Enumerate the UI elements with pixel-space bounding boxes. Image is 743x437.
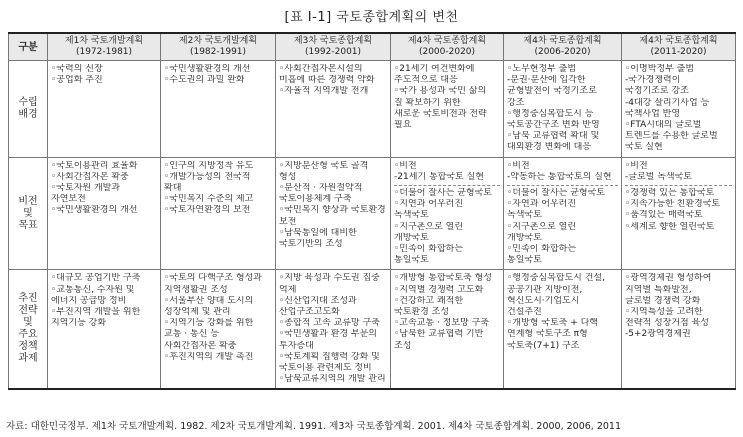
category-text: 및 xyxy=(23,317,33,329)
cell-text-line: 국정기조로 강조 xyxy=(625,86,689,97)
cell-text-line: ◦자연과 어우러진 xyxy=(507,199,577,210)
cell-text-line: ◦국토계획 집행력 강화 및 xyxy=(279,351,380,362)
cell-text-line: ◦국민생활환경의 개선 xyxy=(51,205,138,216)
row-vision-goals xyxy=(9,157,736,270)
cell-text-line: ◦이명박정부 출범 xyxy=(625,64,695,74)
cell-text-line: 국토환경 조성 xyxy=(394,307,450,318)
cell-text-line: ◦사회간접자본시설의 xyxy=(279,64,363,74)
table-cell xyxy=(276,270,391,390)
cell-text-line: ◦민족이 화합하는 xyxy=(507,244,577,255)
cell-text-line: 필요 xyxy=(394,120,412,131)
header-line: 제4차 국토종합계획 xyxy=(639,36,718,46)
cell-text-line: 에너지 공급망 정비 xyxy=(51,295,127,306)
cell-text-line: ◦품격있는 매력국토 xyxy=(625,210,703,221)
header-line: (1982-1991) xyxy=(189,47,247,57)
cell-text-line: ◦종합적 고속 교류망 구축 xyxy=(279,318,380,329)
header-cell-plan-1 xyxy=(48,33,161,61)
cell-text-line: ◦대규모 공업기반 구축 xyxy=(51,273,141,284)
cell-text-line: ◦국토자원 개발과 xyxy=(51,183,121,194)
cell-text-line: ◦세계로 향한 열린국토 xyxy=(625,221,715,232)
table-cell xyxy=(391,157,504,270)
cell-text-line: ◦광역경제권 형성하여 xyxy=(625,273,712,284)
cell-text-line: 전략적 성장거점 육성 xyxy=(625,318,709,329)
header-cell-plan-4-2006 xyxy=(504,33,622,61)
cell-text-line: ◦지속가능한 친환경국토 xyxy=(625,199,721,210)
cell-text-line: ◦후진지역의 개발 촉진 xyxy=(164,351,254,362)
cell-text-line: ◦남북한 교류협력 기반 xyxy=(394,329,484,340)
cell-text-line: -국가경쟁력이 xyxy=(625,75,681,86)
cell-text-line: 통일국토 xyxy=(394,255,429,266)
header-line: (1992-2001) xyxy=(304,47,362,57)
header-cell-plan-4-2011 xyxy=(622,33,736,61)
cell-text-line: 국토 실현 xyxy=(625,142,663,153)
category-text: 목표 xyxy=(18,219,38,231)
row-category-cell xyxy=(9,270,48,390)
header-line: (2006-2020) xyxy=(534,47,591,57)
cell-text-line: ◦경쟁력 있는 통합국토 xyxy=(625,188,715,199)
category-text: 추진 xyxy=(18,293,38,305)
cell-text-line: ◦국민복지 수준의 제고 xyxy=(164,194,254,205)
cell-text-line: 산업구조고도화 xyxy=(279,307,340,318)
cell-text-line: 국책사업 반영 xyxy=(625,108,681,119)
header-line: 제4차 국토종합계획 xyxy=(407,36,487,46)
cell-text-line: 투자증대 xyxy=(279,340,314,351)
cell-text-line: ◦지역기능 강화를 위한 xyxy=(164,318,254,329)
plan-history-table xyxy=(8,32,736,390)
cell-text-line: 성장억제 및 관리 xyxy=(164,307,231,318)
cell-text-line: ◦신산업지대 조성과 xyxy=(279,295,357,306)
cell-text-line: ◦지구촌으로 열린 xyxy=(507,221,577,232)
cell-text-line: ◦지방 육성과 수도권 집중 xyxy=(279,273,380,284)
row-strategy-policy xyxy=(9,270,736,390)
table-cell xyxy=(391,270,504,390)
table-cell xyxy=(276,157,391,270)
table-cell xyxy=(276,61,391,158)
table-cell xyxy=(48,157,161,270)
header-line: (2011-2020) xyxy=(650,47,707,57)
cell-text-line: 조성 xyxy=(394,340,412,351)
table-cell xyxy=(391,61,504,158)
cell-text-line: 지역기능 강화 xyxy=(51,318,107,329)
row-category-cell xyxy=(9,61,48,158)
category-text: 주요 xyxy=(18,329,38,341)
cell-text-line: 지역별 특화발전, xyxy=(625,284,692,295)
header-line: 제4차 국토종합계획 xyxy=(523,36,602,46)
cell-text-line: 녹색국토 xyxy=(507,210,542,221)
header-cell-plan-2 xyxy=(161,33,276,61)
cell-text-line: ◦국민생활환경의 개선 xyxy=(164,64,251,74)
table-cell xyxy=(504,270,622,390)
table-cell xyxy=(622,61,736,158)
cell-text-line: ◦공업화 추진 xyxy=(51,75,103,86)
cell-text-line: 교통 · 통신 등 xyxy=(164,329,219,340)
cell-text-line: 자연보전 xyxy=(51,194,86,205)
category-text: 전략 xyxy=(18,305,38,317)
cell-divider xyxy=(394,185,500,186)
cell-text-line: -약동하는 통합국토의 실현 xyxy=(507,171,612,182)
cell-text-line: ◦남북 교류협력 확대 및 xyxy=(507,131,600,142)
header-line: (2000-2020) xyxy=(418,47,476,57)
cell-text-line: 균형발전이 국정기조로 xyxy=(507,86,597,97)
cell-text-line: ◦국민복지 향상과 국토환경 xyxy=(279,205,386,216)
header-line: 제3차 국토종합계획 xyxy=(293,36,373,46)
category-text: 및 xyxy=(23,207,33,219)
cell-text-line: 트렌드를 수용한 글로벌 xyxy=(625,131,718,142)
cell-text-line: ◦국력의 신장 xyxy=(51,64,103,74)
cell-text-line: ◦비전 xyxy=(394,160,417,171)
cell-text-line: 보전 xyxy=(279,216,297,227)
cell-text-line: 국토공간구조 변화 반영 xyxy=(507,120,600,131)
cell-text-line: ◦비전 xyxy=(507,160,530,171)
cell-text-line: ◦분산적 · 자원절약적 xyxy=(279,183,363,194)
category-text: 과제 xyxy=(18,353,38,365)
cell-text-line: ◦사회간접자본 확충 xyxy=(51,171,129,182)
cell-text-line: 국토기반의 조성 xyxy=(279,239,343,250)
cell-text-line: ◦국가 용성과 국민 삶의 xyxy=(394,86,487,97)
category-text: 수립 xyxy=(18,96,38,108)
cell-text-line: 건설추진 xyxy=(507,307,542,318)
table-cell xyxy=(161,61,276,158)
cell-text-line: ◦인구의 지방정착 유도 xyxy=(164,160,254,171)
cell-text-line: -분권·분산에 입각한 xyxy=(507,75,586,86)
header-line: 구분 xyxy=(18,41,38,53)
header-cell-plan-4-2000 xyxy=(391,33,504,61)
cell-text-line: ◦개방형 통합국토축 형성 xyxy=(394,273,492,284)
cell-text-line: ◦고속교통 · 정보망 구축 xyxy=(394,318,489,329)
category-text: 비전 xyxy=(18,195,38,207)
cell-text-line: ◦민족이 화합하는 xyxy=(394,244,464,255)
cell-text-line: 글로벌 경쟁력 강화 xyxy=(625,295,701,306)
cell-text-line: 통일국토 xyxy=(507,255,542,266)
table-cell xyxy=(161,270,276,390)
cell-text-line: 강조 xyxy=(507,97,525,108)
table-title: [표 Ⅰ-1] 국토종합계획의 변천 xyxy=(284,10,459,25)
cell-text-line: 연계형 국토구조 π형 xyxy=(507,329,588,340)
header-line: 제2차 국토개발계획 xyxy=(178,36,258,46)
cell-text-line: ◦개발가능성의 전국적 xyxy=(164,171,251,182)
cell-text-line: 국토축(7+1) 구조 xyxy=(507,340,580,351)
cell-text-line: ◦교통통신, 수자원 및 xyxy=(51,284,135,295)
cell-text-line: ◦국토의 다핵구조 형성과 xyxy=(164,273,262,284)
cell-text-line: -21세기 통합국토 실현 xyxy=(394,171,484,182)
cell-text-line: 확대 xyxy=(164,183,182,194)
cell-text-line: 개방국토 xyxy=(394,232,429,243)
cell-text-line: ◦FTA시대의 글로벌 xyxy=(625,120,702,131)
cell-text-line: ◦행정중심복합도시 건설, xyxy=(507,273,605,284)
source-note: 자료: 대한민국정부. 제1차 국토개발계획. 1982. 제2차 국토개발계획. 1991. 제3차 국토종합계획. 2001. 제4차 국토종합계획. 2000, 2006, 2011 xyxy=(6,421,622,432)
row-background xyxy=(9,61,736,158)
cell-text-line: 미흡에 따른 경쟁력 약화 xyxy=(279,75,375,86)
cell-text-line: 새로운 국토비전과 전략 xyxy=(394,108,487,119)
cell-text-line: ◦국민생활과 환경 부문의 xyxy=(279,329,377,340)
cell-text-line: 지역생활권 조성 xyxy=(164,284,228,295)
table-cell xyxy=(48,61,161,158)
cell-text-line: ◦더불어 잘사는 균형국토 xyxy=(394,188,492,199)
cell-text-line: ◦비전 xyxy=(625,160,648,171)
category-text: 배경 xyxy=(18,108,38,120)
header-row xyxy=(9,33,736,61)
table-cell xyxy=(48,270,161,390)
cell-text-line: ◦21세기 여건변화에 xyxy=(394,64,475,74)
header-cell-category xyxy=(9,33,48,61)
cell-text-line: 형성 xyxy=(279,171,297,182)
cell-divider xyxy=(625,185,732,186)
cell-text-line: 국토이용체계 구축 xyxy=(279,194,352,205)
cell-text-line: 혁신도시·기업도시 xyxy=(507,295,580,306)
cell-text-line: ◦노무현정부 출범 xyxy=(507,64,577,74)
cell-text-line: 사회간접자본 확충 xyxy=(164,340,237,351)
row-category-cell xyxy=(9,157,48,270)
cell-text-line: ◦국토이용관리 효율화 xyxy=(51,160,138,171)
cell-text-line: ◦서울부산 양대 도시의 xyxy=(164,295,254,306)
cell-text-line: 국토이용 관련제도 정비 xyxy=(279,363,372,374)
cell-text-line: 공공기관 지방이전, xyxy=(507,284,583,295)
table-cell xyxy=(622,270,736,390)
cell-text-line: ◦건강하고 쾌적한 xyxy=(394,295,464,306)
cell-text-line: ◦더불어 잘사는 균형국토 xyxy=(507,188,605,199)
header-cell-plan-3 xyxy=(276,33,391,61)
cell-text-line: ◦개방형 국토축 + 다핵 xyxy=(507,318,598,329)
cell-text-line: 개방국토 xyxy=(507,232,542,243)
table-cell xyxy=(161,157,276,270)
cell-text-line: -글로벌 녹색국토 xyxy=(625,171,692,182)
cell-text-line: ◦지구촌으로 열린 xyxy=(394,221,464,232)
cell-text-line: -4대강 살리기사업 등 xyxy=(625,97,710,108)
cell-text-line: 주도적으로 대응 xyxy=(394,75,458,86)
cell-text-line: ◦자율적 지역개발 전개 xyxy=(279,86,369,97)
cell-text-line: ◦행정중심복합도시 등 xyxy=(507,108,594,119)
cell-text-line: -5+2광역경제권 xyxy=(625,329,691,340)
cell-text-line: ◦남북교류지역의 개발 관리 xyxy=(279,374,386,385)
cell-text-line: ◦지방분산형 국토 골격 xyxy=(279,160,369,171)
table-cell xyxy=(504,157,622,270)
cell-text-line: ◦남북통일에 대비한 xyxy=(279,227,357,238)
cell-text-line: ◦수도권의 과밀 완화 xyxy=(164,75,245,86)
category-text: 정책 xyxy=(18,341,38,353)
cell-text-line: 대외환경 변화에 대응 xyxy=(507,142,591,153)
cell-text-line: ◦국토자연환경의 보전 xyxy=(164,205,251,216)
cell-divider xyxy=(507,185,618,186)
cell-text-line: 녹색국토 xyxy=(394,210,429,221)
table-cell xyxy=(622,157,736,270)
cell-text-line: ◦부진지역 개발을 위한 xyxy=(51,307,141,318)
cell-text-line: ◦지역별 경쟁력 고도화 xyxy=(394,284,484,295)
cell-text-line: 질 확보하기 위한 xyxy=(394,97,461,108)
cell-text-line: ◦지연과 어우러진 xyxy=(394,199,464,210)
table-body xyxy=(9,61,736,390)
cell-text-line: ◦지역특성을 고려한 xyxy=(625,307,703,318)
header-line: (1972-1981) xyxy=(75,47,133,57)
cell-text-line: 억제 xyxy=(279,284,297,295)
header-line: 제1차 국토개발계획 xyxy=(64,36,144,46)
table-cell xyxy=(504,61,622,158)
